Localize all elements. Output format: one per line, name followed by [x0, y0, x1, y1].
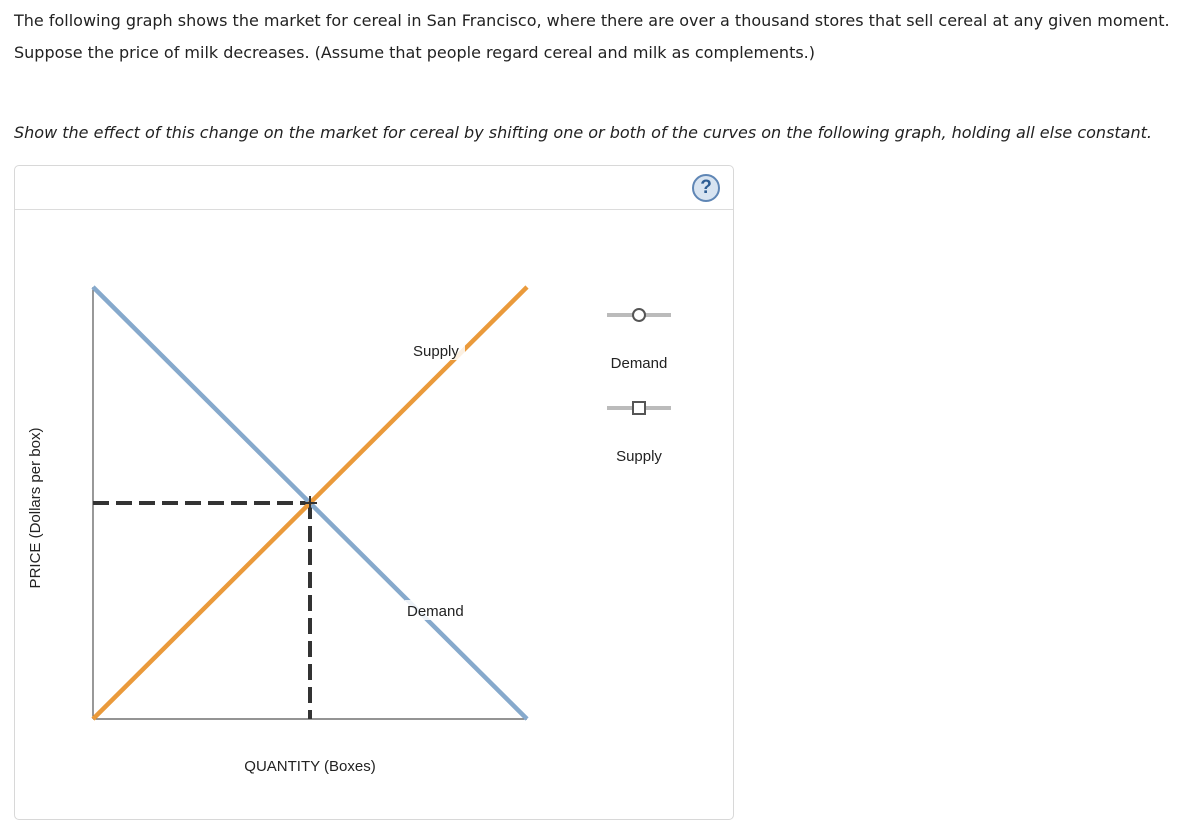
y-axis-title: PRICE (Dollars per box) — [27, 427, 44, 589]
square-handle-icon[interactable] — [633, 402, 645, 414]
supply-curve-label: Supply — [413, 343, 459, 360]
demand-curve-label: Demand — [407, 603, 464, 620]
circle-handle-icon[interactable] — [633, 309, 645, 321]
question-text-line-2: Suppose the price of milk decreases. (Assume that people regard cereal and milk as complements.) — [14, 43, 816, 62]
x-axis-title: QUANTITY (Boxes) — [244, 758, 376, 775]
legend-supply-tool[interactable] — [607, 402, 671, 414]
instruction-text: Show the effect of this change on the market for cereal by shifting one or both of the curves on the following graph, holding all else constant. — [14, 123, 1152, 142]
legend-demand-label: Demand — [610, 355, 668, 372]
help-icon[interactable]: ? — [692, 174, 720, 202]
legend-demand-tool[interactable] — [607, 309, 671, 321]
legend-supply-label: Supply — [616, 448, 662, 465]
question-text-line-1: The following graph shows the market for cereal in San Francisco, where there are over a thousand stores that sell cereal at any given moment. — [14, 11, 1170, 30]
